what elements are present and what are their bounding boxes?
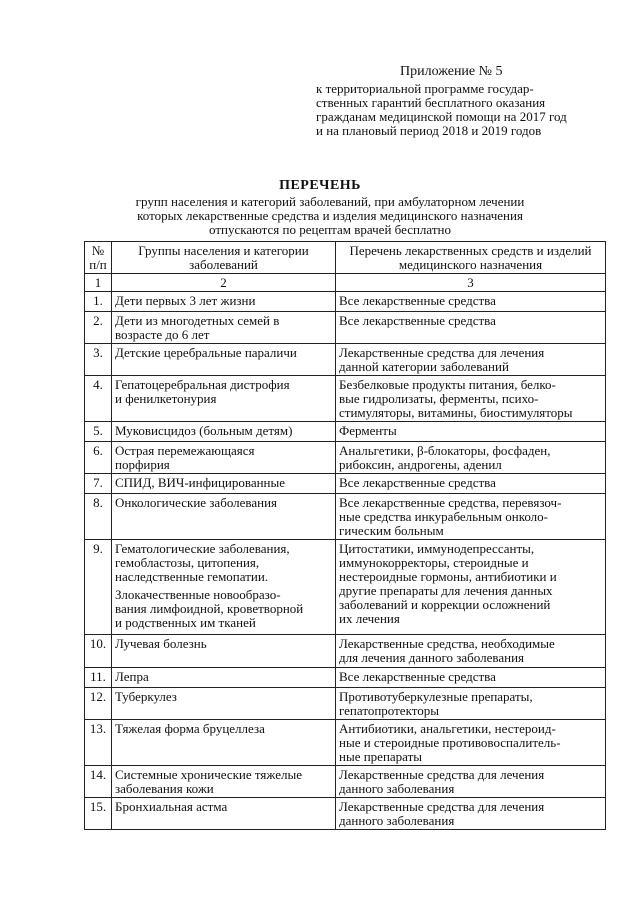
row-number: 6.: [85, 442, 112, 474]
column-number: 1: [85, 274, 112, 292]
row-number: 14.: [85, 766, 112, 798]
appendix-line: ственных гарантий бесплатного оказания: [316, 95, 546, 110]
column-number-row: [85, 274, 606, 292]
row-number: 9.: [85, 540, 112, 635]
row-drugs: Противотуберкулезные препараты, гепатопротекторы: [336, 688, 606, 720]
table-row: [85, 540, 606, 635]
header-groups: Группы населения и категории заболеваний: [112, 242, 336, 274]
document-title: ПЕРЕЧЕНЬ: [279, 178, 361, 193]
row-drugs: Лекарственные средства, необходимые для лечения данного заболевания: [336, 635, 606, 668]
table-body: [85, 292, 606, 830]
row-number: 13.: [85, 720, 112, 766]
row-drugs: Лекарственные средства для лечения данного заболевания: [336, 798, 606, 830]
appendix-line: и на плановый период 2018 и 2019 годов: [316, 123, 542, 138]
appendix-title: Приложение № 5: [400, 64, 503, 79]
row-group: СПИД, ВИЧ-инфицированные: [112, 474, 336, 494]
table-row: [85, 668, 606, 688]
row-number: 11.: [85, 668, 112, 688]
row-drugs: Все лекарственные средства: [336, 474, 606, 494]
row-group: Дети первых 3 лет жизни: [112, 292, 336, 312]
row-group: Дети из многодетных семей в возрасте до 6 лет: [112, 312, 336, 344]
row-group: Лепра: [112, 668, 336, 688]
table-header-row: [85, 242, 606, 274]
row-number: 7.: [85, 474, 112, 494]
table-row: [85, 474, 606, 494]
table-row: [85, 766, 606, 798]
row-group: Бронхиальная астма: [112, 798, 336, 830]
row-number: 1.: [85, 292, 112, 312]
row-drugs: Все лекарственные средства: [336, 312, 606, 344]
row-group: Детские церебральные параличи: [112, 344, 336, 376]
table-row: [85, 422, 606, 442]
row-group: [112, 540, 336, 635]
row-number: 8.: [85, 494, 112, 540]
row-group: Тяжелая форма бруцеллеза: [112, 720, 336, 766]
row-drugs: Ферменты: [336, 422, 606, 442]
row-number: 5.: [85, 422, 112, 442]
row-group: Острая перемежающаяся порфирия: [112, 442, 336, 474]
row-group: Гепатоцеребральная дистрофия и фенилкетонурия: [112, 376, 336, 422]
row-number: 4.: [85, 376, 112, 422]
appendix-caption: [316, 82, 606, 138]
table-row: [85, 442, 606, 474]
table-row: [85, 344, 606, 376]
row-number: 3.: [85, 344, 112, 376]
row-number: 15.: [85, 798, 112, 830]
row-number: 12.: [85, 688, 112, 720]
header-drugs: Перечень лекарственных средств и изделий медицинского назначения: [336, 242, 606, 274]
row-drugs: Лекарственные средства для лечения данного заболевания: [336, 766, 606, 798]
row-group: Системные хронические тяжелые заболевания кожи: [112, 766, 336, 798]
document-subtitle: [100, 195, 560, 237]
row-drugs: Анальгетики, β-блокаторы, фосфаден, рибоксин, андрогены, аденил: [336, 442, 606, 474]
row-group-extra: Злокачественные новообразо- вания лимфоидной, кроветворной и родственных им тканей: [115, 587, 304, 630]
row-drugs: Безбелковые продукты питания, белко- вые гидролизаты, ферменты, психо- стимуляторы, витамины, биостимуляторы: [336, 376, 606, 422]
appendix-line: гражданам медицинской помощи на 2017 год: [316, 109, 567, 124]
subtitle-line: которых лекарственные средства и изделия медицинского назначения: [137, 208, 523, 223]
row-drugs: Цитостатики, иммунодепрессанты, иммунокорректоры, стероидные и нестероидные гормоны, антибиотики и другие препараты для лечения данных заболеваний и коррекции осложнений их лечения: [336, 540, 606, 635]
row-drugs: Все лекарственные средства: [336, 292, 606, 312]
subtitle-line: отпускаются по рецептам врачей бесплатно: [209, 222, 451, 237]
row-drugs: Антибиотики, анальгетики, нестероид- ные и стероидные противовоспалитель- ные препараты: [336, 720, 606, 766]
table-row: [85, 688, 606, 720]
row-group-main: Гематологические заболевания, гемобластозы, цитопения, наследственные гемопатии.: [115, 541, 290, 584]
table-row: [85, 376, 606, 422]
row-number: 10.: [85, 635, 112, 668]
table-row: [85, 798, 606, 830]
header-number: № п/п: [85, 242, 112, 274]
table-row: [85, 292, 606, 312]
table-row: [85, 720, 606, 766]
row-group: Онкологические заболевания: [112, 494, 336, 540]
column-number: 2: [112, 274, 336, 292]
appendix-line: к территориальной программе государ-: [316, 81, 534, 96]
benefits-table: [84, 241, 606, 830]
column-number: 3: [336, 274, 606, 292]
row-group: Лучевая болезнь: [112, 635, 336, 668]
table-row: [85, 312, 606, 344]
row-drugs: Все лекарственные средства, перевязоч- ные средства инкурабельным онколо- гическим больным: [336, 494, 606, 540]
table-row: [85, 494, 606, 540]
table-row: [85, 635, 606, 668]
row-number: 2.: [85, 312, 112, 344]
row-group: Туберкулез: [112, 688, 336, 720]
row-drugs: Лекарственные средства для лечения данной категории заболеваний: [336, 344, 606, 376]
subtitle-line: групп населения и категорий заболеваний, при амбулаторном лечении: [135, 194, 525, 209]
row-drugs: Все лекарственные средства: [336, 668, 606, 688]
row-group: Муковисцидоз (больным детям): [112, 422, 336, 442]
